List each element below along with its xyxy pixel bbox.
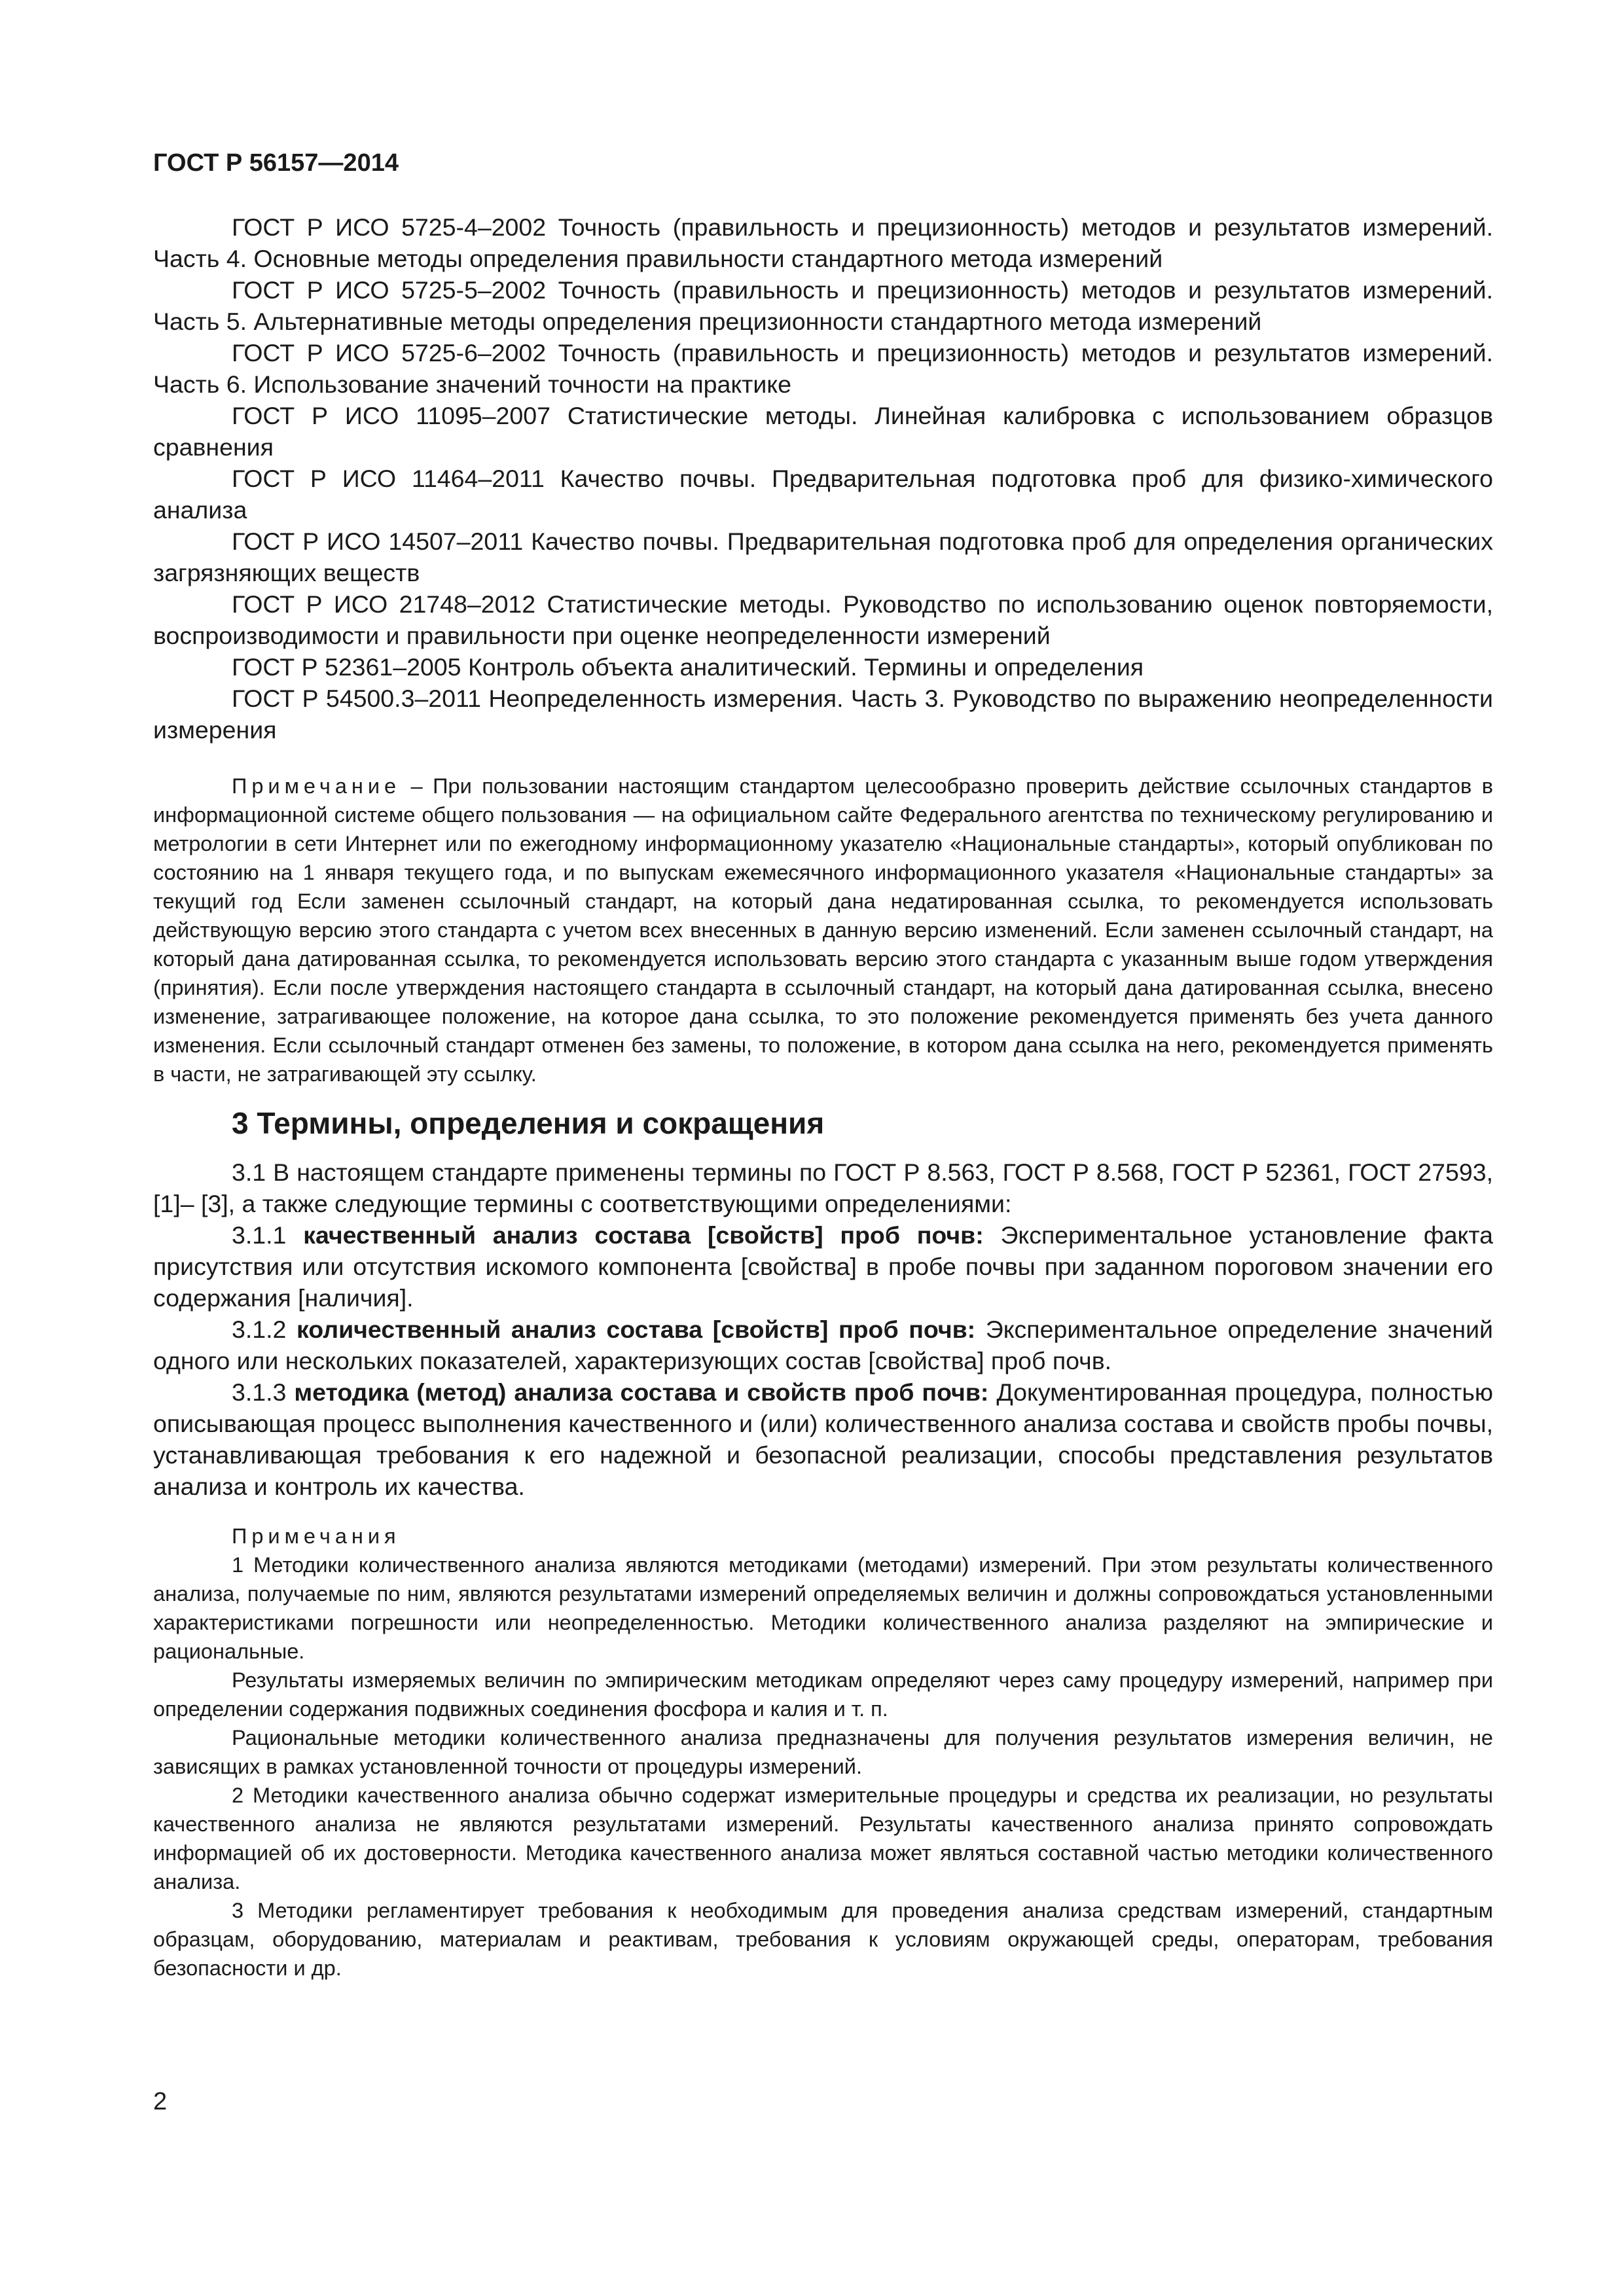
term-definition [153,1314,1493,1376]
note-item: 1 Методики количественного анализа являются методиками (методами) измерений. При этом результаты количественного анализа, получаемые по ним, являются результатами измерений определяемых величин и должны сопровождаться установленными характеристиками погрешности или неопределенностью. Методики количественного анализа разделяют на эмпирические и рациональные. [153,1553,1493,1663]
note-label: Примечание [232,774,401,798]
document-code-header: ГОСТ Р 56157—2014 [153,149,399,177]
term-text: Экспериментальное определение значений одного или нескольких показателей, характеризующих состав [свойства] проб почв. [153,1316,1493,1374]
reference-item: ГОСТ Р ИСО 11095–2007 Статистические методы. Линейная калибровка с использованием образцов сравнения [153,402,1493,461]
term-name: методика (метод) анализа состава и свойств проб почв: [294,1378,989,1406]
term-name: качественный анализ состава [свойств] проб почв: [303,1221,984,1249]
note-item: 2 Методики качественного анализа обычно содержат измерительные процедуры и средства их реализации, но результаты качественного анализа не являются результатами измерений. Результаты качественного анализа принято сопровождать информацией об их достоверности. Методика качественного анализа может являться составной частью методики количественного анализа. [153,1784,1493,1893]
reference-item: ГОСТ Р 54500.3–2011 Неопределенность измерения. Часть 3. Руководство по выражению неопределенности измерения [153,685,1493,744]
terms-notes [153,1522,1493,1982]
section-title: 3 Термины, определения и сокращения [232,1106,825,1140]
term-definition [153,1219,1493,1314]
note-item: Рациональные методики количественного анализа предназначены для получения результатов измерения величин, не зависящих в рамках установленной точности от процедуры измерений. [153,1726,1493,1778]
references-note [153,772,1493,1088]
term-number: 3.1.1 [232,1221,304,1249]
note-paragraph [153,772,1493,1088]
terms-section [153,1157,1493,1502]
section-intro: 3.1 В настоящем стандарте применены термины по ГОСТ Р 8.563, ГОСТ Р 8.568, ГОСТ Р 52361, ГОСТ 27593, [1]– [3], а также следующие термины с соответствующими определениями: [153,1158,1493,1217]
reference-item: ГОСТ Р 52361–2005 Контроль объекта аналитический. Термины и определения [232,653,1144,681]
page-number: 2 [153,2088,168,2115]
term-text: Документированная процедура, полностью описывающая процесс выполнения качественного и (или) количественного анализа состава и свойств пробы почвы, устанавливающая требования к его надежной и безопасной реализации, способы представления результатов анализа и контроль их качества. [153,1378,1493,1500]
term-number: 3.1.3 [232,1378,295,1406]
note-item: 3 Методики регламентирует требования к необходимым для проведения анализа средствам измерений, стандартным образцам, оборудованию, материалам и реактивам, требования к условиям окружающей среды, операторам, требования безопасности и др. [153,1899,1493,1980]
reference-item: ГОСТ Р ИСО 5725-6–2002 Точность (правильность и прецизионность) методов и результатов измерений. Часть 6. Использование значений точности на практике [153,339,1493,398]
reference-item: ГОСТ Р ИСО 11464–2011 Качество почвы. Предварительная подготовка проб для физико-химического анализа [153,465,1493,524]
normative-references-list [153,211,1493,745]
document-page [153,149,1493,1982]
reference-item: ГОСТ Р ИСО 14507–2011 Качество почвы. Предварительная подготовка проб для определения органических загрязняющих веществ [153,528,1493,586]
term-name: количественный анализ состава [свойств] проб почв: [297,1316,976,1343]
term-definition [153,1376,1493,1502]
reference-item: ГОСТ Р ИСО 5725-4–2002 Точность (правильность и прецизионность) методов и результатов измерений. Часть 4. Основные методы определения правильности стандартного метода измерений [153,213,1493,272]
term-text: Экспериментальное установление факта присутствия или отсутствия искомого компонента [свойства] в пробе почвы при заданном пороговом значении его содержания [наличия]. [153,1221,1493,1312]
note-text: – При пользовании настоящим стандартом целесообразно проверить действие ссылочных стандартов в информационной системе общего пользования — на официальном сайте Федерального агентства по техническому регулированию и метрологии в сети Интернет или по ежегодному информационному указателю «Национальные стандарты», который опубликован по состоянию на 1 января текущего года, и по выпускам ежемесячного информационного указателя «Национальные стандарты» за текущий год Если заменен ссылочный стандарт, на который дана недатированная ссылка, то рекомендуется использовать действующую версию этого стандарта с учетом всех внесенных в данную версию изменений. Если заменен ссылочный стандарт, на который дана датированная ссылка, то рекомендуется использовать версию этого стандарта с указанным выше годом утверждения (принятия). Если после утверждения настоящего стандарта в ссылочный стандарт, на который дана датированная ссылка, внесено изменение, затрагивающее положение, на которое дана ссылка, то это положение рекомендуется применять без учета данного изменения. Если ссылочный стандарт отменен без замены, то положение, в котором дана ссылка на него, рекомендуется применять в части, не затрагивающей эту ссылку. [153,774,1493,1086]
reference-item: ГОСТ Р ИСО 5725-5–2002 Точность (правильность и прецизионность) методов и результатов измерений. Часть 5. Альтернативные методы определения прецизионности стандартного метода измерений [153,276,1493,335]
reference-item: ГОСТ Р ИСО 21748–2012 Статистические методы. Руководство по использованию оценок повторяемости, воспроизводимости и правильности при оценке неопределенности измерений [153,590,1493,649]
note-item: Результаты измеряемых величин по эмпирическим методикам определяют через саму процедуру измерений, например при определении содержания подвижных соединения фосфора и калия и т. п. [153,1668,1493,1721]
term-number: 3.1.2 [232,1316,297,1343]
notes-title: Примечания [232,1524,401,1548]
